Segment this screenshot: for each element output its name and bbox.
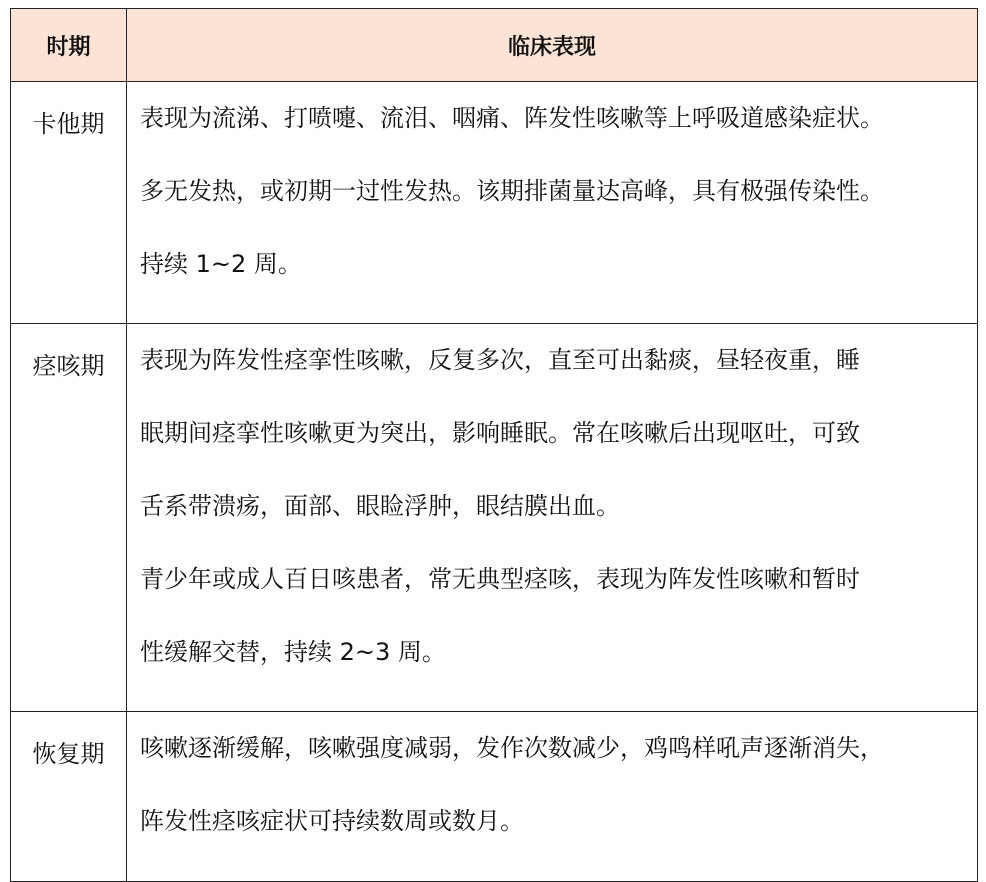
text-line: 咳嗽逐渐缓解，咳嗽强度减弱，发作次数减少，鸡鸣样吼声逐渐消失， bbox=[140, 734, 884, 762]
period-cell: 痉咳期 bbox=[11, 324, 127, 712]
table-row bbox=[11, 324, 978, 712]
text-line: 性缓解交替，持续 2~3 周。 bbox=[140, 638, 446, 666]
clinical-stages-table bbox=[10, 8, 978, 882]
header-period: 时期 bbox=[11, 9, 127, 82]
header-clinical-manifestation: 临床表现 bbox=[127, 9, 978, 82]
manifestation-cell bbox=[127, 712, 978, 882]
text-line: 持续 1~2 周。 bbox=[140, 250, 302, 278]
text-line: 多无发热，或初期一过性发热。该期排菌量达高峰，具有极强传染性。 bbox=[140, 177, 884, 205]
text-line: 青少年或成人百日咳患者，常无典型痉咳，表现为阵发性咳嗽和暂时 bbox=[140, 565, 860, 593]
text-line: 眠期间痉挛性咳嗽更为突出，影响睡眠。常在咳嗽后出现呕吐，可致 bbox=[140, 419, 860, 447]
period-cell: 恢复期 bbox=[11, 712, 127, 882]
text-line: 阵发性痉咳症状可持续数周或数月。 bbox=[140, 807, 524, 835]
text-line: 表现为阵发性痉挛性咳嗽，反复多次，直至可出黏痰，昼轻夜重，睡 bbox=[140, 346, 860, 374]
period-cell: 卡他期 bbox=[11, 82, 127, 324]
table-header-row bbox=[11, 9, 978, 82]
manifestation-cell bbox=[127, 82, 978, 324]
text-line: 表现为流涕、打喷嚏、流泪、咽痛、阵发性咳嗽等上呼吸道感染症状。 bbox=[140, 104, 884, 132]
table-row bbox=[11, 712, 978, 882]
table-row bbox=[11, 82, 978, 324]
manifestation-cell bbox=[127, 324, 978, 712]
text-line: 舌系带溃疡，面部、眼睑浮肿，眼结膜出血。 bbox=[140, 492, 620, 520]
